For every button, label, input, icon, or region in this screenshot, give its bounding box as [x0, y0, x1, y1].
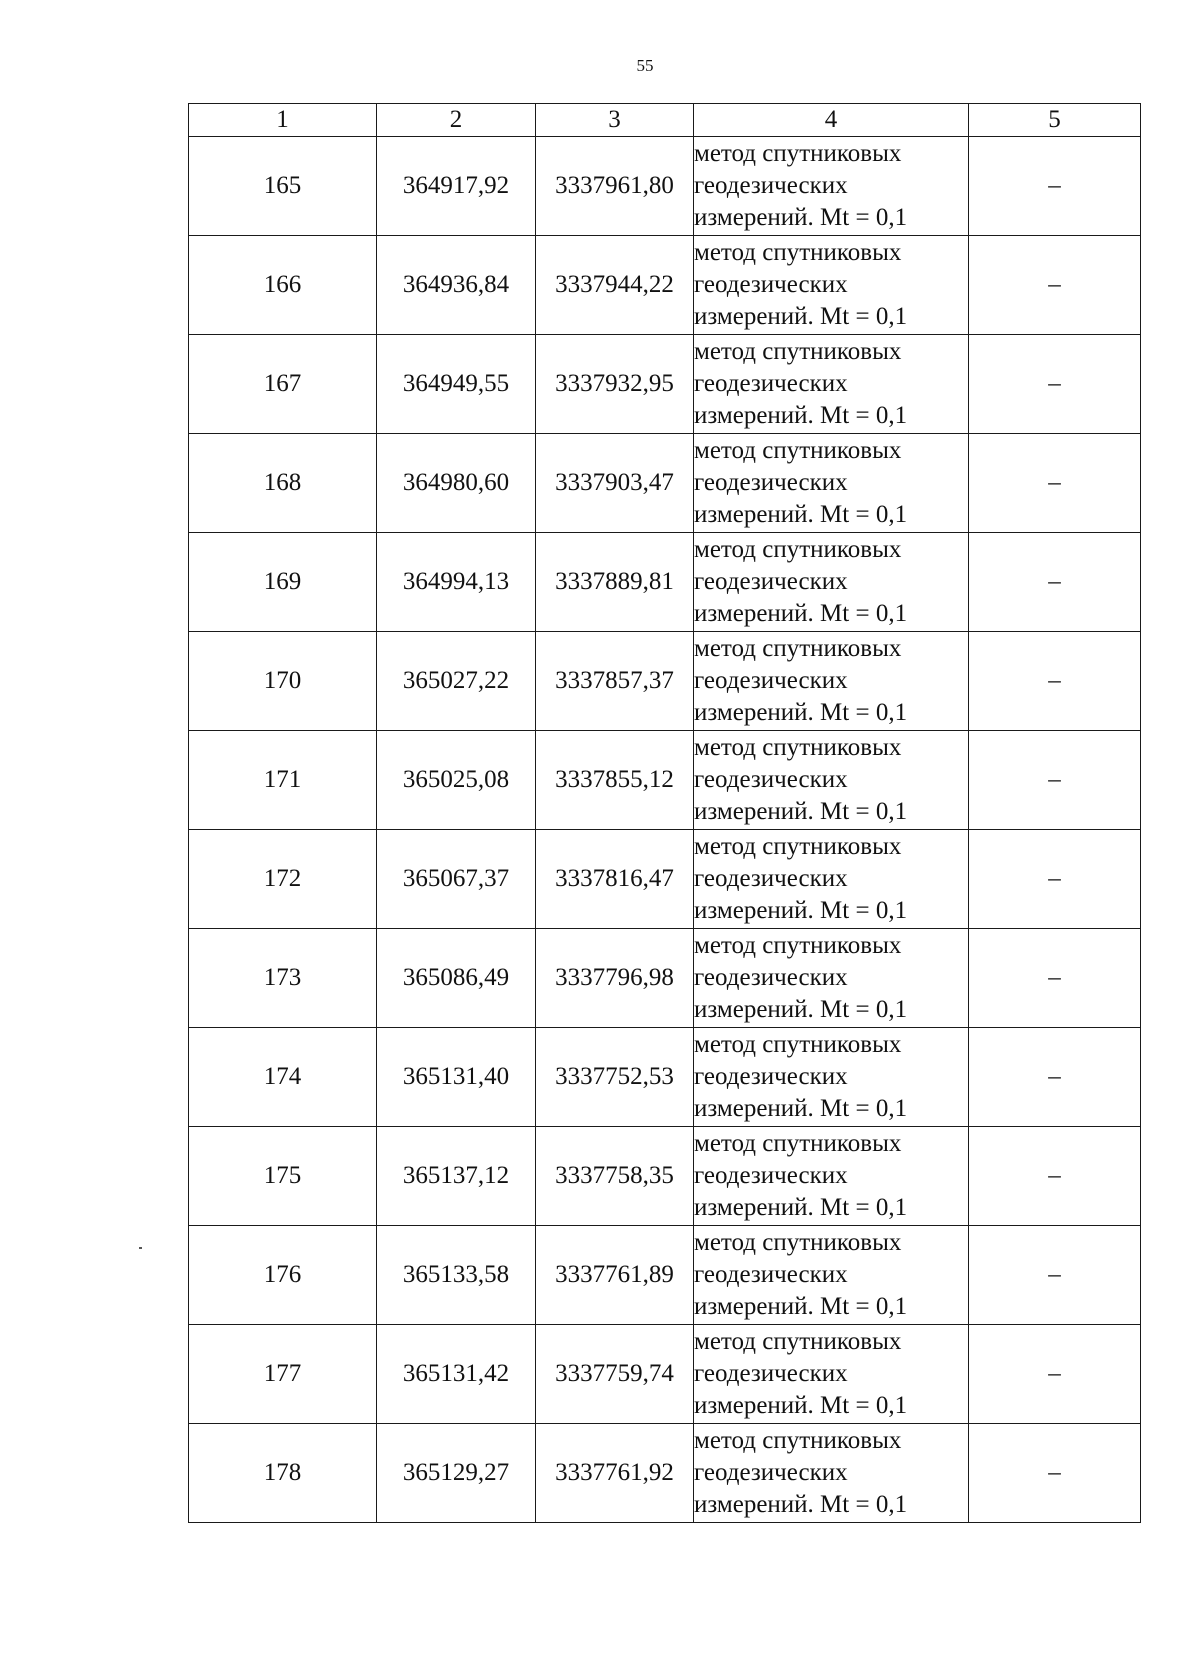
column-header-3: 3: [536, 104, 694, 137]
method-line: геодезических: [694, 1459, 848, 1486]
table-row: [189, 1226, 1141, 1325]
x-coordinate-cell: 365027,22: [377, 632, 536, 731]
table-row: [189, 1028, 1141, 1127]
method-line: метод спутниковых: [694, 239, 902, 266]
description-cell: –: [969, 1424, 1141, 1523]
method-line: измерений. Mt = 0,1: [694, 1293, 908, 1320]
method-line: измерений. Mt = 0,1: [694, 1194, 908, 1221]
table-row: [189, 1424, 1141, 1523]
x-coordinate-cell: 365067,37: [377, 830, 536, 929]
x-coordinate-cell: 364949,55: [377, 335, 536, 434]
table-row: [189, 830, 1141, 929]
method-line: измерений. Mt = 0,1: [694, 897, 908, 924]
method-line: измерений. Mt = 0,1: [694, 798, 908, 825]
method-line: метод спутниковых: [694, 833, 902, 860]
method-line: геодезических: [694, 271, 848, 298]
method-line: метод спутниковых: [694, 734, 902, 761]
description-cell: –: [969, 335, 1141, 434]
y-coordinate-cell: 3337903,47: [536, 434, 694, 533]
table-row: [189, 929, 1141, 1028]
method-line: измерений. Mt = 0,1: [694, 1392, 908, 1419]
method-line: метод спутниковых: [694, 1328, 902, 1355]
point-number-cell: 174: [189, 1028, 377, 1127]
method-line: измерений. Mt = 0,1: [694, 600, 908, 627]
table-row: [189, 236, 1141, 335]
table-row: [189, 137, 1141, 236]
description-cell: –: [969, 1028, 1141, 1127]
method-line: измерений. Mt = 0,1: [694, 996, 908, 1023]
method-line: метод спутниковых: [694, 338, 902, 365]
table-row: [189, 1127, 1141, 1226]
point-number-cell: 167: [189, 335, 377, 434]
column-header-2: 2: [377, 104, 536, 137]
description-cell: –: [969, 1325, 1141, 1424]
y-coordinate-cell: 3337816,47: [536, 830, 694, 929]
method-line: измерений. Mt = 0,1: [694, 1491, 908, 1518]
header-row: [189, 104, 1141, 137]
coordinates-table: [188, 103, 1141, 1523]
method-cell: [694, 632, 969, 731]
table-header: [189, 104, 1141, 137]
point-number-cell: 165: [189, 137, 377, 236]
scan-speck: [139, 1247, 142, 1249]
y-coordinate-cell: 3337796,98: [536, 929, 694, 1028]
x-coordinate-cell: 364917,92: [377, 137, 536, 236]
x-coordinate-cell: 365137,12: [377, 1127, 536, 1226]
y-coordinate-cell: 3337752,53: [536, 1028, 694, 1127]
column-header-4: 4: [694, 104, 969, 137]
method-line: геодезических: [694, 1063, 848, 1090]
point-number-cell: 166: [189, 236, 377, 335]
method-line: геодезических: [694, 370, 848, 397]
method-line: метод спутниковых: [694, 1427, 902, 1454]
method-line: геодезических: [694, 667, 848, 694]
point-number-cell: 172: [189, 830, 377, 929]
method-line: геодезических: [694, 568, 848, 595]
method-line: метод спутниковых: [694, 1031, 902, 1058]
method-line: метод спутниковых: [694, 1229, 902, 1256]
method-cell: [694, 1028, 969, 1127]
method-line: метод спутниковых: [694, 932, 902, 959]
x-coordinate-cell: 365131,40: [377, 1028, 536, 1127]
method-cell: [694, 1127, 969, 1226]
x-coordinate-cell: 365133,58: [377, 1226, 536, 1325]
point-number-cell: 176: [189, 1226, 377, 1325]
point-number-cell: 175: [189, 1127, 377, 1226]
y-coordinate-cell: 3337932,95: [536, 335, 694, 434]
method-line: геодезических: [694, 1261, 848, 1288]
method-cell: [694, 1226, 969, 1325]
method-cell: [694, 533, 969, 632]
method-cell: [694, 731, 969, 830]
method-line: измерений. Mt = 0,1: [694, 204, 908, 231]
table-row: [189, 434, 1141, 533]
x-coordinate-cell: 365025,08: [377, 731, 536, 830]
description-cell: –: [969, 434, 1141, 533]
y-coordinate-cell: 3337759,74: [536, 1325, 694, 1424]
table-row: [189, 335, 1141, 434]
method-line: геодезических: [694, 766, 848, 793]
point-number-cell: 177: [189, 1325, 377, 1424]
x-coordinate-cell: 364980,60: [377, 434, 536, 533]
method-cell: [694, 137, 969, 236]
method-line: геодезических: [694, 172, 848, 199]
y-coordinate-cell: 3337761,89: [536, 1226, 694, 1325]
point-number-cell: 178: [189, 1424, 377, 1523]
x-coordinate-cell: 364936,84: [377, 236, 536, 335]
method-line: измерений. Mt = 0,1: [694, 699, 908, 726]
x-coordinate-cell: 364994,13: [377, 533, 536, 632]
method-line: геодезических: [694, 865, 848, 892]
x-coordinate-cell: 365131,42: [377, 1325, 536, 1424]
method-line: измерений. Mt = 0,1: [694, 402, 908, 429]
method-line: геодезических: [694, 1360, 848, 1387]
method-cell: [694, 1424, 969, 1523]
method-line: метод спутниковых: [694, 635, 902, 662]
description-cell: –: [969, 1226, 1141, 1325]
description-cell: –: [969, 830, 1141, 929]
y-coordinate-cell: 3337961,80: [536, 137, 694, 236]
method-cell: [694, 929, 969, 1028]
method-line: геодезических: [694, 1162, 848, 1189]
description-cell: –: [969, 533, 1141, 632]
table-row: [189, 533, 1141, 632]
method-line: метод спутниковых: [694, 140, 902, 167]
method-line: метод спутниковых: [694, 1130, 902, 1157]
y-coordinate-cell: 3337761,92: [536, 1424, 694, 1523]
y-coordinate-cell: 3337758,35: [536, 1127, 694, 1226]
x-coordinate-cell: 365086,49: [377, 929, 536, 1028]
method-cell: [694, 236, 969, 335]
description-cell: –: [969, 929, 1141, 1028]
description-cell: –: [969, 236, 1141, 335]
description-cell: –: [969, 632, 1141, 731]
method-cell: [694, 335, 969, 434]
y-coordinate-cell: 3337889,81: [536, 533, 694, 632]
method-line: геодезических: [694, 964, 848, 991]
column-header-1: 1: [189, 104, 377, 137]
method-cell: [694, 1325, 969, 1424]
page-number: 55: [636, 56, 654, 75]
method-line: метод спутниковых: [694, 536, 902, 563]
description-cell: –: [969, 731, 1141, 830]
table-row: [189, 1325, 1141, 1424]
table-row: [189, 632, 1141, 731]
method-line: измерений. Mt = 0,1: [694, 501, 908, 528]
description-cell: –: [969, 1127, 1141, 1226]
method-line: метод спутниковых: [694, 437, 902, 464]
point-number-cell: 173: [189, 929, 377, 1028]
y-coordinate-cell: 3337855,12: [536, 731, 694, 830]
column-header-5: 5: [969, 104, 1141, 137]
y-coordinate-cell: 3337857,37: [536, 632, 694, 731]
point-number-cell: 171: [189, 731, 377, 830]
table-body: [189, 137, 1141, 1523]
table-row: [189, 731, 1141, 830]
method-cell: [694, 434, 969, 533]
x-coordinate-cell: 365129,27: [377, 1424, 536, 1523]
point-number-cell: 168: [189, 434, 377, 533]
method-line: геодезических: [694, 469, 848, 496]
point-number-cell: 169: [189, 533, 377, 632]
y-coordinate-cell: 3337944,22: [536, 236, 694, 335]
method-cell: [694, 830, 969, 929]
method-line: измерений. Mt = 0,1: [694, 1095, 908, 1122]
point-number-cell: 170: [189, 632, 377, 731]
description-cell: –: [969, 137, 1141, 236]
method-line: измерений. Mt = 0,1: [694, 303, 908, 330]
